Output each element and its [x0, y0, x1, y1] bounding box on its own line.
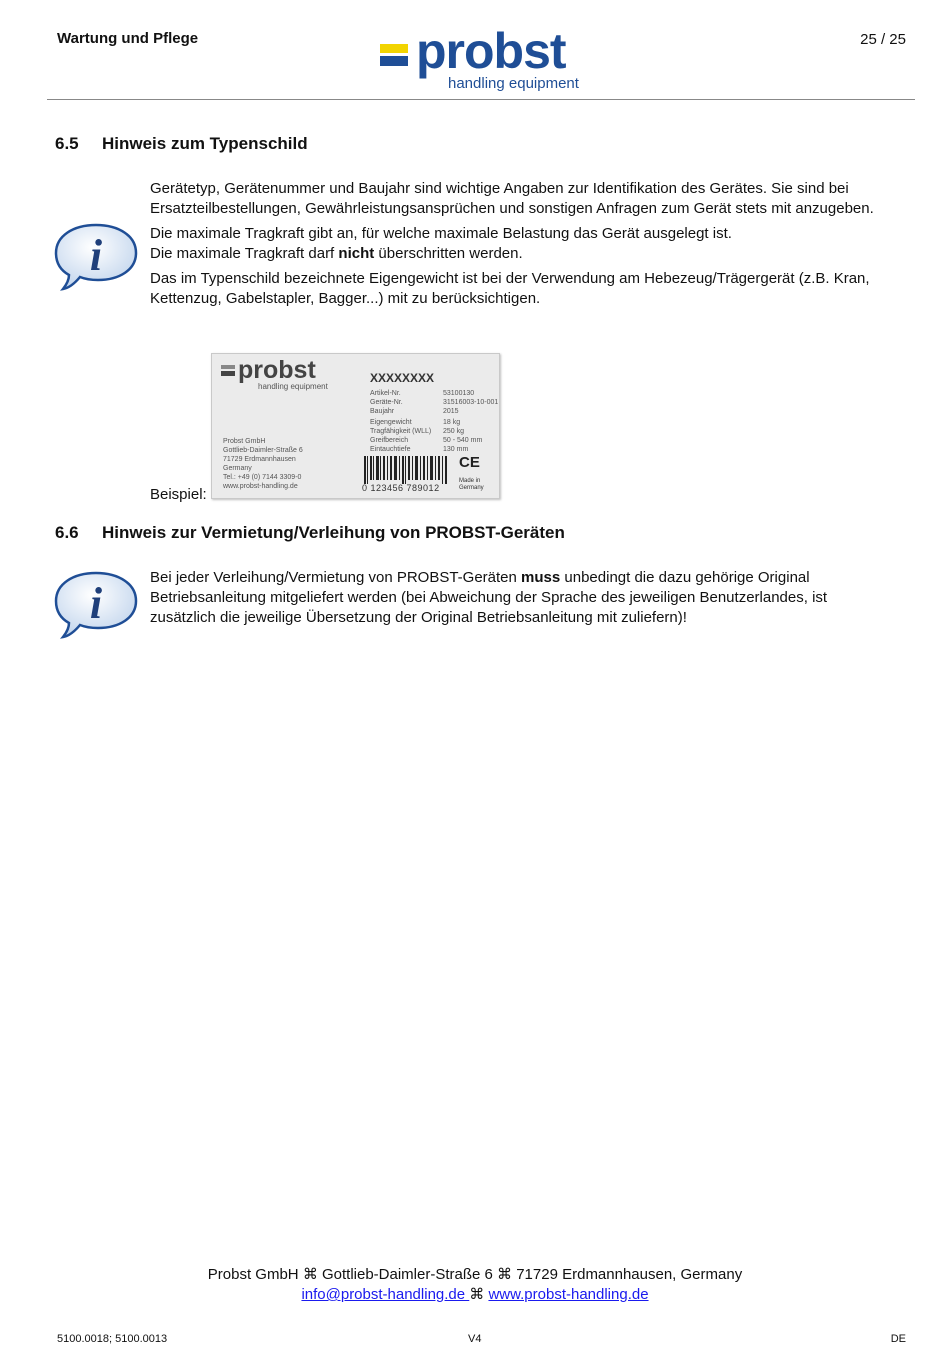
email-link[interactable]: info@probst-handling.de [301, 1286, 470, 1303]
paragraph-rental [150, 568, 880, 628]
footer-contact [0, 1285, 950, 1303]
plate-device-type: XXXXXXXX [370, 371, 435, 385]
plate-spec-row [370, 418, 498, 427]
svg-text:i: i [89, 231, 103, 280]
text-span: unbedingt die dazu gehörige Original Betriebsanleitung mitgeliefert werden (bei Abweichung der Sprache des jeweiligen Benutzerlandes, ist zusätzlich die jeweilige Übersetzung der Original Betriebsanleitung mit zuliefern)! [150, 569, 828, 626]
paragraph-max-load-1: Die maximale Tragkraft gibt an, für welche maximale Belastung das Gerät ausgelegt ist. [150, 225, 732, 242]
header-section-title: Wartung und Pflege [57, 30, 199, 47]
document-numbers: 5100.0018; 5100.0013 [57, 1333, 168, 1345]
plate-spec-row [370, 427, 498, 436]
website-link[interactable]: www.probst-handling.de [488, 1286, 649, 1303]
plate-spec-row [370, 436, 498, 445]
spec-value: 130 mm [443, 446, 469, 453]
plate-logo-tagline: handling equipment [258, 382, 328, 391]
barcode-number: 0 123456 789012 [362, 483, 440, 493]
plate-spec-row [370, 445, 498, 454]
bold-text: nicht [338, 245, 375, 262]
text-span: Die maximale Tragkraft darf [150, 245, 339, 262]
type-plate-example [211, 353, 500, 499]
info-icon [53, 222, 139, 292]
separator-icon: ⌘ [469, 1286, 485, 1303]
section-number-6-5: 6.5 [55, 134, 79, 153]
text-span: Bei jeder Verleihung/Vermietung von PROBST-Geräten [150, 569, 522, 586]
spec-value: 31516003-10-001 [443, 399, 499, 406]
made-in-germany [459, 478, 484, 492]
paragraph-max-load-2 [150, 244, 905, 264]
footer-address [0, 1265, 950, 1283]
logo-blue-bar [380, 56, 408, 66]
separator-icon: ⌘ [302, 1266, 318, 1283]
footer-city: 71729 Erdmannhausen, Germany [516, 1266, 743, 1283]
spec-value: 50 - 540 mm [443, 437, 483, 444]
address-line: Tel.: +49 (0) 7144 3309-0 [223, 474, 302, 481]
plate-spec-row [370, 407, 498, 416]
info-icon [53, 570, 139, 640]
spec-key: Tragfähigkeit (WLL) [370, 428, 432, 435]
plate-address [223, 437, 303, 491]
ce-mark: CE [459, 454, 480, 471]
paragraph-identification: Gerätetyp, Gerätenummer und Baujahr sind wichtige Angaben zur Identifikation des Gerätes. Sie sind bei Ersatzteilbestellungen, Gewährleistungsansprüchen und sonstigen Anfragen zum Gerät stets mit anzugeben. [150, 180, 874, 217]
address-line: www.probst-handling.de [223, 483, 298, 490]
spec-value: 53100130 [443, 390, 475, 397]
plate-spec-list [370, 389, 498, 454]
address-line: Germany [223, 465, 252, 472]
separator-icon: ⌘ [497, 1266, 513, 1283]
address-line: Gottlieb-Daimler-Straße 6 [223, 447, 303, 454]
spec-value: 250 kg [443, 428, 465, 435]
section-title-6-5: Hinweis zum Typenschild [102, 134, 308, 153]
spec-key: Geräte-Nr. [370, 399, 403, 406]
document-version: V4 [468, 1333, 482, 1345]
barcode-icon [364, 456, 448, 484]
header-divider [47, 99, 915, 100]
spec-key: Greifbereich [370, 437, 409, 444]
spec-value: 18 kg [443, 419, 461, 426]
logo-tagline: handling equipment [448, 75, 579, 92]
section-number-6-6: 6.6 [55, 523, 79, 542]
spec-key: Eigengewicht [370, 419, 412, 426]
address-line: 71729 Erdmannhausen [223, 456, 296, 463]
document-language: DE [890, 1333, 906, 1345]
section-6-5-body [150, 179, 905, 314]
plate-logo-bar [221, 365, 235, 369]
address-line: Probst GmbH [223, 438, 266, 445]
plate-spec-row [370, 389, 498, 398]
section-title-6-6: Hinweis zur Vermietung/Verleihung von PROBST-Geräten [102, 523, 565, 542]
spec-key: Baujahr [370, 408, 395, 415]
plate-logo-wordmark: probst [238, 356, 316, 384]
logo-wordmark: probst [416, 23, 566, 79]
country-text: Germany [459, 485, 484, 491]
plate-logo-bar [221, 371, 235, 376]
footer-street: Gottlieb-Daimler-Straße 6 [321, 1266, 493, 1283]
spec-key: Artikel-Nr. [370, 390, 401, 397]
spec-value: 2015 [443, 408, 459, 415]
svg-text:i: i [89, 579, 103, 628]
spec-key: Eintauchtiefe [370, 446, 411, 453]
footer-company: Probst GmbH [207, 1266, 299, 1283]
paragraph-own-weight: Das im Typenschild bezeichnete Eigengewicht ist bei der Verwendung am Hebezeug/Trägergerät (z.B. Kran, Kettenzug, Gabelstapler, Bagger...) mit zu berücksichtigen. [150, 270, 870, 307]
logo-yellow-bar [380, 44, 408, 53]
section-6-6-body [150, 568, 880, 633]
plate-spec-row [370, 398, 498, 407]
example-label: Beispiel: [150, 486, 207, 503]
text-span: überschritten werden. [374, 245, 523, 262]
bold-text: muss [521, 569, 561, 586]
made-in-text: Made in [459, 478, 481, 484]
probst-logo [378, 23, 593, 96]
page-number: 25 / 25 [860, 31, 906, 48]
